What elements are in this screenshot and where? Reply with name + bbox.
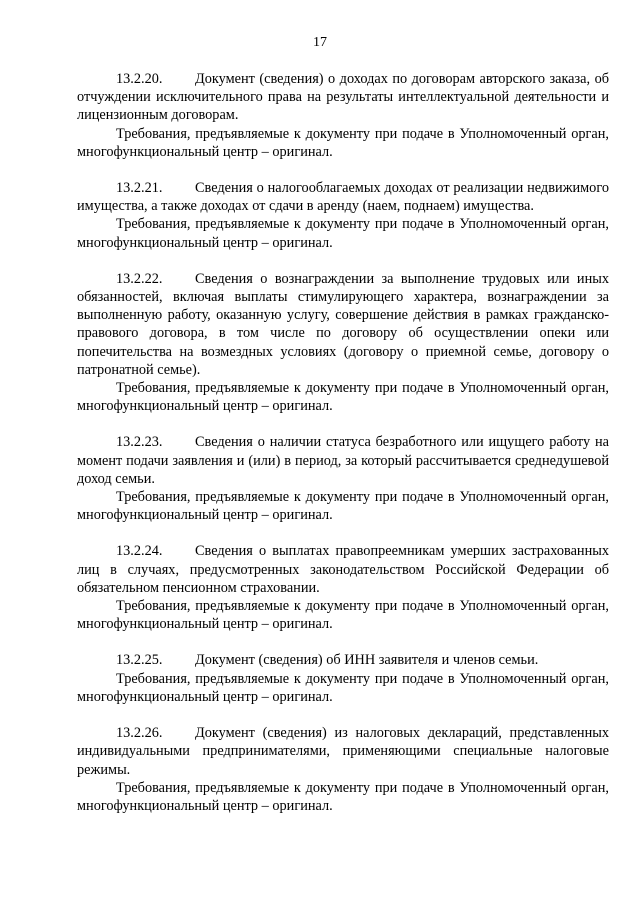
section-item (77, 270, 609, 416)
item-requirement: Требования, предъявляемые к документу при подаче в Уполномоченный орган, многофункциональный центр – оригинал. (77, 598, 609, 633)
section-item (77, 70, 609, 161)
item-text-paragraph (77, 542, 609, 597)
item-text-paragraph (77, 270, 609, 379)
item-text: Сведения о вознаграждении за выполнение трудовых или иных обязанностей, включая выплаты стимулирующего характера, вознаграждении за выполненную работу, оказанную услугу, совершение действия в рамках гражданско-правового договора, в том числе по договору об осуществлении опеки или попечительства на возмездных условиях (договору о приемной семье, договору о патронатной семье). (77, 270, 609, 378)
item-text: Сведения о наличии статуса безработного или ищущего работу на момент подачи заявления и (или) в период, за который рассчитывается среднедушевой доход семьи. (77, 434, 609, 487)
item-text-paragraph (77, 433, 609, 488)
document-content (77, 70, 609, 833)
item-text-paragraph (77, 651, 609, 669)
item-requirement: Требования, предъявляемые к документу при подаче в Уполномоченный орган, многофункциональный центр – оригинал. (77, 380, 609, 415)
item-number: 13.2.20. (116, 71, 163, 87)
item-requirement: Требования, предъявляемые к документу при подаче в Уполномоченный орган, многофункциональный центр – оригинал. (77, 216, 609, 251)
item-text: Сведения о выплатах правопреемникам умерших застрахованных лиц в случаях, предусмотренных законодательством Российской Федерации об обязательном пенсионном страховании. (77, 543, 609, 596)
item-text: Сведения о налогооблагаемых доходах от реализации недвижимого имущества, а также доходах от сдачи в аренду (наем, поднаем) имущества. (77, 180, 609, 215)
section-item (77, 542, 609, 633)
item-text: Документ (сведения) из налоговых деклараций, представленных индивидуальными предпринимателями, применяющими специальные налоговые режимы. (77, 725, 609, 778)
item-requirement: Требования, предъявляемые к документу при подаче в Уполномоченный орган, многофункциональный центр – оригинал. (77, 779, 609, 814)
item-number: 13.2.24. (116, 543, 163, 560)
item-text-paragraph (77, 179, 609, 215)
item-text-paragraph (77, 70, 609, 125)
item-text: Документ (сведения) о доходах по договорам авторского заказа, об отчуждении исключительного права на результаты интеллектуальной деятельности и лицензионным договорам. (77, 71, 609, 124)
item-number: 13.2.25. (116, 652, 163, 669)
item-requirement: Требования, предъявляемые к документу при подаче в Уполномоченный орган, многофункциональный центр – оригинал. (77, 670, 609, 705)
item-text-paragraph (77, 724, 609, 779)
item-requirement: Требования, предъявляемые к документу при подаче в Уполномоченный орган, многофункциональный центр – оригинал. (77, 125, 609, 160)
item-number: 13.2.23. (116, 434, 163, 451)
item-number: 13.2.21. (116, 180, 163, 197)
item-number: 13.2.26. (116, 725, 163, 742)
section-item (77, 651, 609, 706)
section-item (77, 433, 609, 524)
section-item (77, 724, 609, 815)
item-number: 13.2.22. (116, 270, 163, 287)
item-requirement: Требования, предъявляемые к документу при подаче в Уполномоченный орган, многофункциональный центр – оригинал. (77, 489, 609, 524)
section-item (77, 179, 609, 252)
item-text: Документ (сведения) об ИНН заявителя и членов семьи. (195, 652, 539, 669)
page-number: 17 (313, 35, 327, 50)
